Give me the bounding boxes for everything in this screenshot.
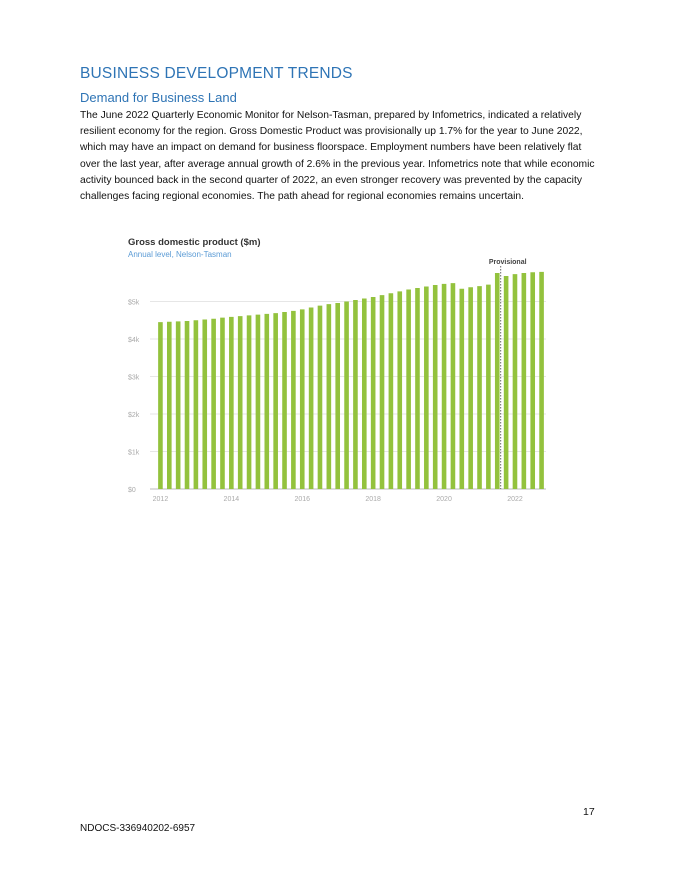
gdp-bar — [211, 319, 216, 489]
x-tick-label: 2012 — [152, 496, 169, 503]
gdp-bar — [238, 316, 243, 489]
gdp-bar — [459, 289, 464, 489]
gdp-bar — [442, 284, 447, 489]
y-tick-label: $3k — [128, 374, 140, 382]
gdp-bar — [158, 322, 163, 489]
gdp-bar — [309, 308, 314, 490]
gdp-bar — [424, 287, 429, 490]
footer-document-code: NDOCS-336940202-6957 — [80, 823, 196, 834]
gdp-bar — [513, 274, 518, 489]
gdp-bar — [167, 322, 172, 489]
gdp-bar — [522, 273, 527, 489]
gdp-bar — [468, 287, 473, 489]
gdp-bar — [202, 320, 207, 490]
gdp-bar — [415, 288, 420, 489]
x-tick-label: 2016 — [294, 496, 311, 503]
gdp-bar — [291, 311, 296, 489]
y-tick-label: $0 — [128, 487, 136, 494]
gdp-bar — [318, 306, 323, 489]
gdp-bar — [229, 317, 234, 489]
x-tick-label: 2018 — [365, 496, 381, 503]
page-heading: BUSINESS DEVELOPMENT TRENDS — [80, 65, 353, 82]
gdp-bar — [176, 321, 181, 489]
gdp-bar — [362, 299, 367, 490]
gdp-bar — [389, 293, 394, 489]
y-tick-label: $1k — [128, 449, 140, 457]
section-heading: Demand for Business Land — [80, 90, 237, 105]
gdp-bar — [220, 318, 225, 489]
chart-title: Gross domestic product ($m) — [128, 237, 261, 248]
gdp-bar — [406, 290, 411, 490]
gdp-bar — [247, 315, 252, 489]
gdp-bar — [504, 276, 509, 489]
gdp-bar — [194, 320, 199, 489]
gdp-bar — [495, 273, 500, 489]
gdp-bar — [273, 313, 278, 489]
body-paragraph: The June 2022 Quarterly Economic Monitor for Nelson-Tasman, prepared by Infometrics, indicated a relatively resilient economy for the region. Gross Domestic Product was provisionally up 1.7% for the year to June 2022, which may have an impact on demand for business floorspace. Employment numbers have been relatively flat over the last year, after average annual growth of 2.6% in the previous year. Infometrics note that while economic activity bounced back in the second quarter of 2022, an even stronger recovery was prevented by the capacity challenges facing regional economies. The path ahead for regional economies remains uncertain. — [80, 110, 595, 203]
gdp-bar — [264, 314, 269, 489]
gdp-bar — [353, 300, 358, 489]
gdp-bar — [380, 295, 385, 489]
gdp-bar — [335, 303, 340, 489]
gdp-bar — [486, 285, 491, 489]
gdp-bar — [256, 315, 261, 489]
gdp-bar — [371, 297, 376, 489]
y-tick-label: $5k — [128, 299, 140, 307]
provisional-label: Provisional — [488, 259, 527, 266]
y-tick-label: $2k — [128, 412, 140, 419]
gdp-bar — [344, 302, 349, 490]
gdp-bar — [327, 304, 332, 489]
gdp-bar — [300, 309, 305, 489]
gdp-bar — [397, 291, 402, 489]
gdp-bar — [539, 272, 544, 489]
gdp-chart — [120, 232, 560, 512]
gdp-bar — [433, 285, 438, 489]
x-tick-label: 2020 — [436, 496, 452, 503]
chart-subtitle: Annual level, Nelson-Tasman — [128, 250, 232, 259]
gdp-bar — [282, 312, 287, 489]
x-tick-label: 2014 — [223, 496, 240, 503]
gdp-bar — [185, 321, 190, 489]
x-tick-label: 2022 — [507, 496, 523, 503]
gdp-bar — [451, 283, 456, 489]
gdp-bar — [530, 272, 535, 489]
gdp-bar — [477, 286, 482, 489]
bar-layer — [158, 272, 544, 489]
y-tick-label: $4k — [128, 337, 140, 344]
gdp-chart-svg — [120, 232, 560, 512]
page-number: 17 — [583, 806, 595, 818]
